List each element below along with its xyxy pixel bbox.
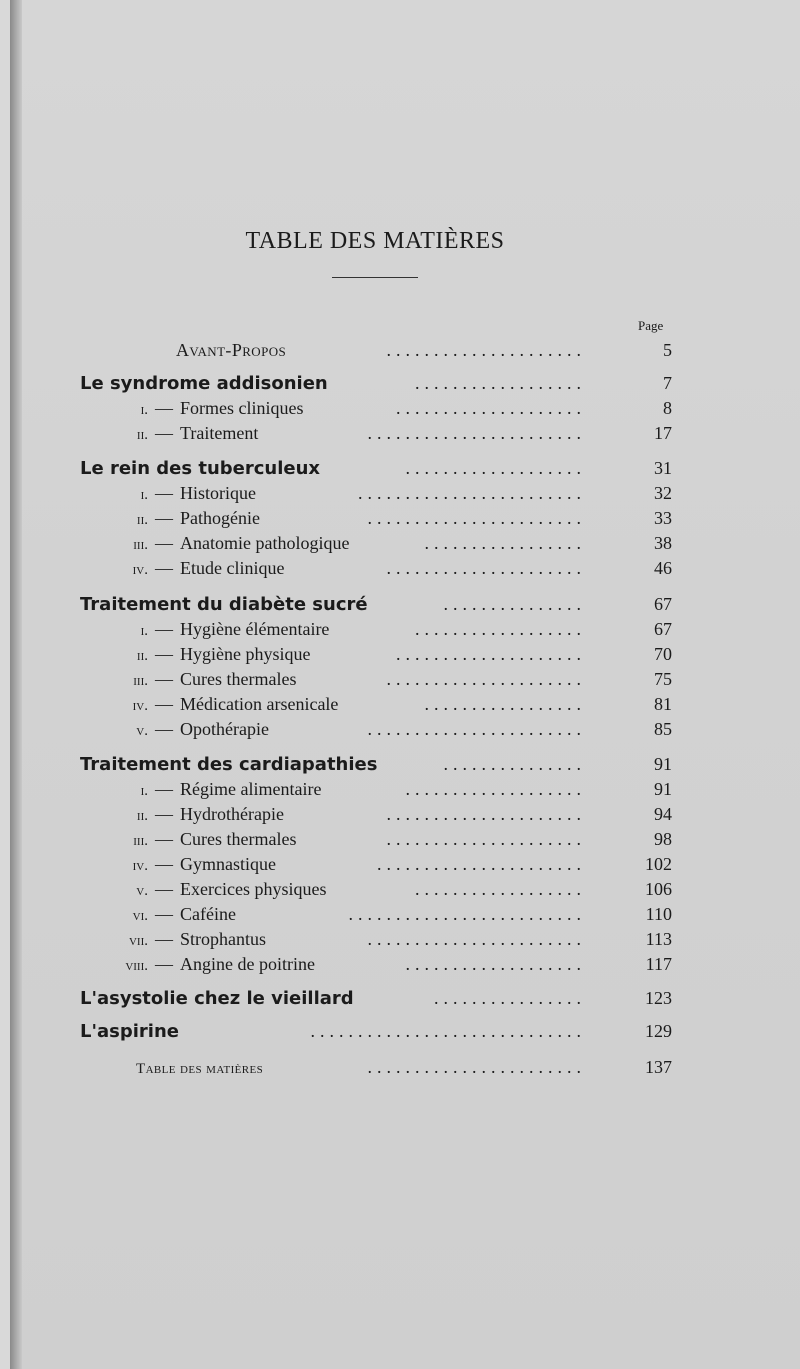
section-numeral: iv. bbox=[132, 562, 148, 578]
page-number: 129 bbox=[645, 1021, 672, 1041]
section-numeral: i. bbox=[140, 623, 148, 639]
dot-leader: .................... bbox=[396, 644, 586, 664]
chapter-title: Le syndrome addisonien bbox=[80, 373, 328, 394]
toc-entry bbox=[0, 929, 800, 953]
em-dash-separator: — bbox=[155, 719, 173, 739]
page-number: 38 bbox=[654, 533, 672, 553]
chapter-title: L'aspirine bbox=[80, 1021, 179, 1042]
dot-leader: ................ bbox=[434, 988, 586, 1008]
page-number: 75 bbox=[654, 669, 672, 689]
section-numeral: iv. bbox=[132, 858, 148, 874]
dot-leader: .................. bbox=[415, 879, 586, 899]
section-numeral: v. bbox=[136, 883, 148, 899]
dot-leader: ................. bbox=[424, 533, 586, 553]
dot-leader: ........................ bbox=[358, 483, 586, 503]
section-title: Formes cliniques bbox=[180, 398, 304, 418]
dot-leader: ....................... bbox=[367, 719, 586, 739]
dot-leader: ......................... bbox=[348, 904, 586, 924]
em-dash-separator: — bbox=[155, 929, 173, 949]
page-number: 33 bbox=[654, 508, 672, 528]
chapter-title: L'asystolie chez le vieillard bbox=[80, 988, 354, 1009]
toc-entry bbox=[0, 1057, 800, 1081]
page-number: 7 bbox=[663, 373, 672, 393]
page-number: 70 bbox=[654, 644, 672, 664]
dot-leader: ................... bbox=[405, 779, 586, 799]
title-rule bbox=[332, 277, 418, 278]
section-numeral: ii. bbox=[136, 648, 148, 664]
toc-entry-title bbox=[106, 483, 256, 504]
toc-entry bbox=[0, 340, 800, 364]
section-numeral: v. bbox=[136, 723, 148, 739]
toc-entry-title bbox=[106, 644, 310, 665]
toc-entry bbox=[0, 754, 800, 778]
toc-entry-title bbox=[106, 558, 284, 579]
chapter-title: Le rein des tuberculeux bbox=[80, 458, 321, 479]
toc-entry-title bbox=[80, 594, 368, 615]
section-title: Cures thermales bbox=[180, 829, 297, 849]
em-dash-separator: — bbox=[155, 533, 173, 553]
toc-entry-title bbox=[106, 829, 296, 850]
page-number: 81 bbox=[654, 694, 672, 714]
toc-entry bbox=[0, 804, 800, 828]
section-numeral: vi. bbox=[132, 908, 148, 924]
page-number: 5 bbox=[663, 340, 672, 360]
toc-entry bbox=[0, 373, 800, 397]
section-numeral: i. bbox=[140, 402, 148, 418]
toc-entry-title bbox=[106, 904, 236, 925]
toc-entry bbox=[0, 904, 800, 928]
toc-entry bbox=[0, 854, 800, 878]
toc-entry bbox=[0, 483, 800, 507]
section-title: Pathogénie bbox=[180, 508, 260, 528]
toc-entry-title bbox=[106, 779, 321, 800]
toc-entry-title bbox=[106, 929, 266, 950]
section-title: Historique bbox=[180, 483, 256, 503]
toc-entry bbox=[0, 423, 800, 447]
page-number: 32 bbox=[654, 483, 672, 503]
em-dash-separator: — bbox=[155, 483, 173, 503]
dot-leader: ....................... bbox=[367, 423, 586, 443]
section-title: Opothérapie bbox=[180, 719, 269, 739]
page-number: 117 bbox=[645, 954, 672, 974]
section-title: Régime alimentaire bbox=[180, 779, 322, 799]
section-numeral: i. bbox=[140, 783, 148, 799]
section-title: Cures thermales bbox=[180, 669, 297, 689]
em-dash-separator: — bbox=[155, 954, 173, 974]
toc-entry bbox=[0, 954, 800, 978]
page-number: 110 bbox=[645, 904, 672, 924]
section-title: Exercices physiques bbox=[180, 879, 327, 899]
toc-entry-title bbox=[80, 458, 320, 479]
em-dash-separator: — bbox=[155, 854, 173, 874]
toc-entry bbox=[0, 669, 800, 693]
toc-entry-title bbox=[106, 398, 304, 419]
toc-entry-title bbox=[176, 340, 286, 361]
dot-leader: ..................... bbox=[386, 804, 586, 824]
toc-entry bbox=[0, 1021, 800, 1045]
dot-leader: ................. bbox=[424, 694, 586, 714]
dot-leader: .................. bbox=[415, 619, 586, 639]
dot-leader: ............... bbox=[443, 594, 586, 614]
page-number: 94 bbox=[654, 804, 672, 824]
page-number: 91 bbox=[654, 779, 672, 799]
toc-entry-title bbox=[106, 669, 296, 690]
toc-entry-title bbox=[80, 754, 377, 775]
section-numeral: ii. bbox=[136, 512, 148, 528]
section-title: Hygiène physique bbox=[180, 644, 311, 664]
page-number: 67 bbox=[654, 594, 672, 614]
page-number: 31 bbox=[654, 458, 672, 478]
em-dash-separator: — bbox=[155, 398, 173, 418]
dot-leader: ................... bbox=[405, 458, 586, 478]
section-title: Caféine bbox=[180, 904, 236, 924]
toc-entry-title bbox=[106, 804, 284, 825]
page-number: 8 bbox=[663, 398, 672, 418]
section-title: Hygiène élémentaire bbox=[180, 619, 330, 639]
dot-leader: ...................... bbox=[377, 854, 586, 874]
page-column-label: Page bbox=[638, 318, 664, 333]
page-number: 98 bbox=[654, 829, 672, 849]
section-title: Médication arsenicale bbox=[180, 694, 339, 714]
toc-entry bbox=[0, 533, 800, 557]
dot-leader: ..................... bbox=[386, 669, 586, 689]
em-dash-separator: — bbox=[155, 779, 173, 799]
dot-leader: ............... bbox=[443, 754, 586, 774]
toc-entry-title bbox=[106, 533, 349, 554]
toc-entry-title bbox=[106, 719, 269, 740]
toc-entry bbox=[0, 619, 800, 643]
section-numeral: viii. bbox=[125, 958, 148, 974]
toc-entry bbox=[0, 879, 800, 903]
section-numeral: iii. bbox=[133, 673, 148, 689]
em-dash-separator: — bbox=[155, 829, 173, 849]
toc-entry-title bbox=[106, 879, 326, 900]
dot-leader: .................. bbox=[415, 373, 586, 393]
em-dash-separator: — bbox=[155, 669, 173, 689]
page-number: 123 bbox=[645, 988, 672, 1008]
foreword-title: Avant-Propos bbox=[176, 340, 287, 360]
toc-entry-title bbox=[106, 954, 315, 975]
em-dash-separator: — bbox=[155, 558, 173, 578]
dot-leader: ............................. bbox=[310, 1021, 586, 1041]
section-title: Angine de poitrine bbox=[180, 954, 315, 974]
toc-entry bbox=[0, 594, 800, 618]
em-dash-separator: — bbox=[155, 694, 173, 714]
section-numeral: ii. bbox=[136, 427, 148, 443]
section-title: Traitement bbox=[180, 423, 259, 443]
section-title: Etude clinique bbox=[180, 558, 285, 578]
em-dash-separator: — bbox=[155, 619, 173, 639]
section-title: Anatomie pathologique bbox=[180, 533, 350, 553]
toc-entry-title bbox=[106, 854, 276, 875]
page-number: 113 bbox=[645, 929, 672, 949]
section-numeral: i. bbox=[140, 487, 148, 503]
page-number: 106 bbox=[645, 879, 672, 899]
section-title: Hydrothérapie bbox=[180, 804, 284, 824]
dot-leader: .................... bbox=[396, 398, 586, 418]
toc-entry bbox=[0, 988, 800, 1012]
toc-entry bbox=[0, 779, 800, 803]
dot-leader: ..................... bbox=[386, 558, 586, 578]
dot-leader: ....................... bbox=[367, 508, 586, 528]
toc-entry-title bbox=[106, 423, 258, 444]
page-number: 46 bbox=[654, 558, 672, 578]
toc-entry-title bbox=[106, 508, 260, 529]
toc-entry-title bbox=[80, 988, 354, 1009]
dot-leader: ..................... bbox=[386, 340, 586, 360]
em-dash-separator: — bbox=[155, 804, 173, 824]
page-title: TABLE DES MATIÈRES bbox=[245, 228, 505, 254]
section-numeral: iv. bbox=[132, 698, 148, 714]
chapter-title: Traitement des cardiapathies bbox=[80, 754, 378, 775]
toc-entry bbox=[0, 458, 800, 482]
toc-entry bbox=[0, 829, 800, 853]
section-numeral: vii. bbox=[128, 933, 148, 949]
em-dash-separator: — bbox=[155, 423, 173, 443]
toc-entry-title bbox=[136, 1061, 263, 1078]
page-number: 137 bbox=[645, 1057, 672, 1077]
page-number: 67 bbox=[654, 619, 672, 639]
page-number: 91 bbox=[654, 754, 672, 774]
toc-entry bbox=[0, 694, 800, 718]
section-numeral: iii. bbox=[133, 537, 148, 553]
dot-leader: ....................... bbox=[367, 929, 586, 949]
toc-entry-title bbox=[106, 694, 338, 715]
page-number: 102 bbox=[645, 854, 672, 874]
toc-entry bbox=[0, 398, 800, 422]
section-numeral: iii. bbox=[133, 833, 148, 849]
em-dash-separator: — bbox=[155, 904, 173, 924]
em-dash-separator: — bbox=[155, 508, 173, 528]
em-dash-separator: — bbox=[155, 879, 173, 899]
contents-title: Table des matières bbox=[136, 1061, 264, 1077]
dot-leader: ..................... bbox=[386, 829, 586, 849]
toc-entry bbox=[0, 719, 800, 743]
chapter-title: Traitement du diabète sucré bbox=[80, 594, 368, 615]
toc-entry bbox=[0, 644, 800, 668]
em-dash-separator: — bbox=[155, 644, 173, 664]
toc-entry-title bbox=[80, 373, 328, 394]
toc-entry bbox=[0, 558, 800, 582]
section-title: Gymnastique bbox=[180, 854, 276, 874]
toc-entry-title bbox=[80, 1021, 179, 1042]
toc-entry-title bbox=[106, 619, 329, 640]
dot-leader: ................... bbox=[405, 954, 586, 974]
page-number: 85 bbox=[654, 719, 672, 739]
section-title: Strophantus bbox=[180, 929, 267, 949]
dot-leader: ....................... bbox=[367, 1057, 586, 1077]
toc-entry bbox=[0, 508, 800, 532]
section-numeral: ii. bbox=[136, 808, 148, 824]
page-number: 17 bbox=[654, 423, 672, 443]
